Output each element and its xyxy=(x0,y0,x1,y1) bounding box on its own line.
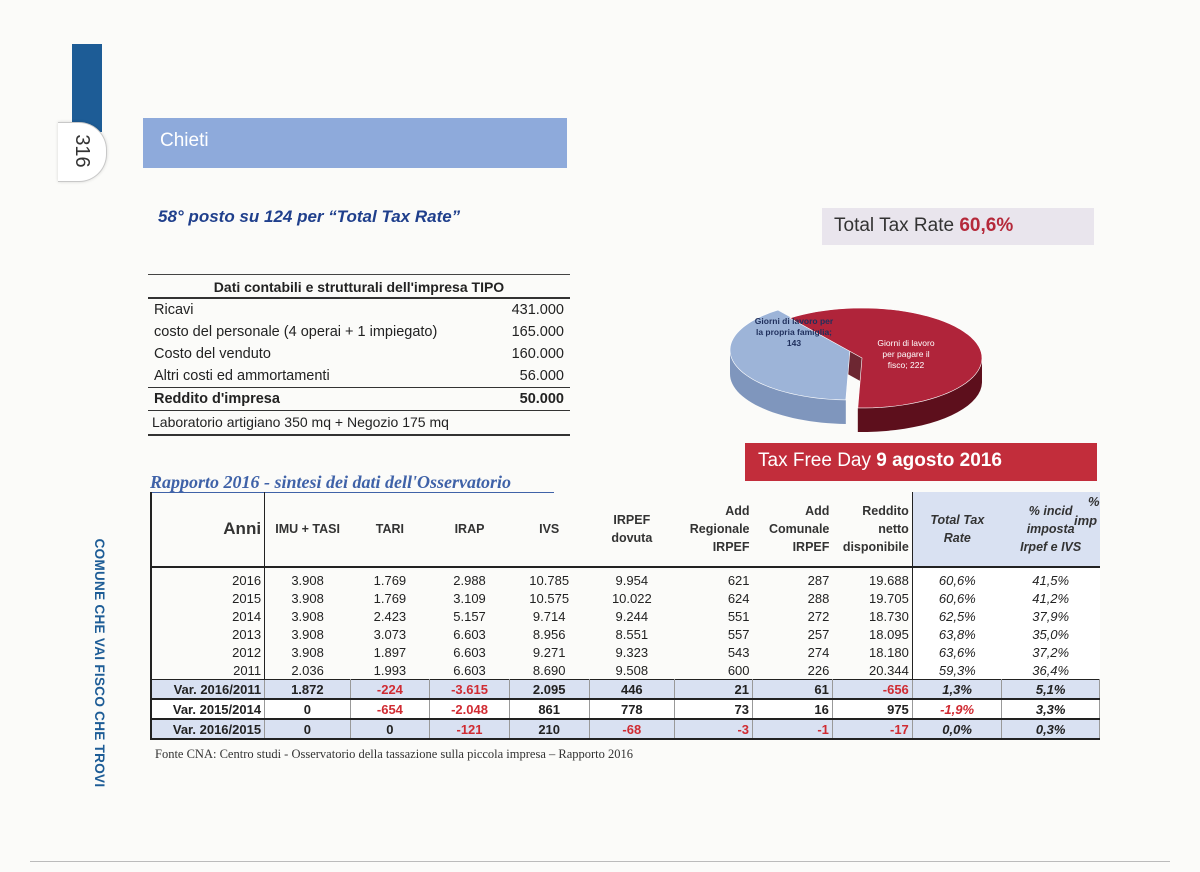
company-data-value: 56.000 xyxy=(519,368,564,384)
company-data-row xyxy=(148,343,570,365)
total-tax-rate-label: Total Tax Rate xyxy=(834,215,955,236)
column-header-line: Comunale xyxy=(768,522,830,536)
year-cell: 2012 xyxy=(151,643,265,661)
value-cell: 19.688 xyxy=(869,572,909,588)
value-cell: 9.714 xyxy=(532,608,566,624)
value-cell: 1,3% xyxy=(912,680,1002,700)
value-cell: 9.271 xyxy=(532,644,566,660)
company-data-table xyxy=(148,274,570,436)
value-cell: 61 xyxy=(753,680,833,700)
company-data-footer: Laboratorio artigiano 350 mq + Negozio 175 mq xyxy=(148,410,570,436)
column-header-line: IRAP xyxy=(454,522,485,536)
value-cell: 37,2% xyxy=(1002,643,1100,661)
column-header-line: Irpef e IVS xyxy=(1020,540,1082,554)
page-bottom-rule xyxy=(30,861,1170,862)
value-cell: 41,5% xyxy=(1002,567,1100,589)
value-cell: -1,9% xyxy=(912,699,1002,719)
cut-header-fragment: imp xyxy=(1074,513,1098,528)
column-header xyxy=(430,492,510,567)
company-data-label: Altri costi ed ammortamenti xyxy=(154,368,330,384)
company-data-value: 165.000 xyxy=(511,324,564,340)
value-cell: 0 xyxy=(265,719,351,739)
year-cell: 2013 xyxy=(151,625,265,643)
value-cell: 37,9% xyxy=(1002,607,1100,625)
value-cell: 446 xyxy=(589,680,675,700)
value-cell: -68 xyxy=(589,719,675,739)
value-cell: 557 xyxy=(727,626,750,642)
company-data-row xyxy=(148,388,570,411)
value-cell: -656 xyxy=(832,680,912,700)
company-data-row xyxy=(148,321,570,343)
year-cell: 2014 xyxy=(151,607,265,625)
column-header xyxy=(589,492,675,567)
column-header-line: netto xyxy=(878,522,909,536)
value-cell: 35,0% xyxy=(1002,625,1100,643)
value-cell: 18.095 xyxy=(869,626,909,642)
pie-slice-label-line: per pagare il xyxy=(882,349,930,359)
value-cell: 59,3% xyxy=(912,661,1002,680)
column-header xyxy=(350,492,430,567)
year-cell: 2011 xyxy=(151,661,265,680)
company-data-row xyxy=(148,365,570,388)
company-data-label: costo del personale (4 operai + 1 impiegato) xyxy=(154,324,438,340)
column-header-line: IRPEF xyxy=(613,513,651,527)
value-cell: 3.109 xyxy=(453,590,486,606)
value-cell: 6.603 xyxy=(453,662,486,678)
value-cell: -3.615 xyxy=(430,680,510,700)
total-tax-rate-value: 60,6% xyxy=(959,215,1014,236)
value-cell: 9.323 xyxy=(615,644,649,660)
value-cell: 0 xyxy=(350,719,430,739)
value-cell: 2.988 xyxy=(453,572,486,588)
pie-slice-label-line: la propria famiglia; xyxy=(755,327,833,337)
value-cell: 287 xyxy=(807,572,830,588)
column-header xyxy=(753,492,833,567)
value-cell: 1.769 xyxy=(373,572,407,588)
column-header-line: Reddito xyxy=(862,504,909,518)
column-header xyxy=(151,492,265,567)
value-cell: 5,1% xyxy=(1002,680,1100,700)
value-cell: 19.705 xyxy=(869,590,909,606)
value-cell: 8.551 xyxy=(615,626,649,642)
value-cell: -2.048 xyxy=(430,699,510,719)
working-days-pie-chart xyxy=(706,296,1006,442)
year-row xyxy=(151,643,1100,661)
column-header xyxy=(912,492,1002,567)
year-cell: 2015 xyxy=(151,589,265,607)
value-cell: -1 xyxy=(753,719,833,739)
column-header-line: Add xyxy=(725,504,750,518)
value-cell: 3.908 xyxy=(291,572,324,588)
column-header-line: disponibile xyxy=(842,540,909,554)
value-cell: 18.730 xyxy=(869,608,909,624)
value-cell: 3.073 xyxy=(373,626,407,642)
value-cell: -654 xyxy=(350,699,430,719)
company-data-label: Ricavi xyxy=(154,302,194,318)
value-cell: 20.344 xyxy=(869,662,909,678)
value-cell: 63,8% xyxy=(912,625,1002,643)
column-header xyxy=(265,492,351,567)
cut-header-fragment: % xyxy=(1088,494,1100,509)
total-tax-rate xyxy=(834,215,1013,237)
year-row xyxy=(151,567,1100,589)
value-cell: 16 xyxy=(753,699,833,719)
column-header xyxy=(675,492,753,567)
company-data-title: Dati contabili e strutturali dell'impresa TIPO xyxy=(148,275,570,299)
value-cell: 1.769 xyxy=(373,590,407,606)
value-cell: 18.180 xyxy=(869,644,909,660)
value-cell: 0,0% xyxy=(912,719,1002,739)
value-cell: 0,3% xyxy=(1002,719,1100,739)
value-cell: 62,5% xyxy=(912,607,1002,625)
column-header-line: IMU + TASI xyxy=(275,522,340,536)
value-cell: 8.690 xyxy=(532,662,566,678)
column-header-line: Total Tax xyxy=(930,513,985,527)
pie-slice-label-line: Giorni di lavoro xyxy=(877,338,935,348)
value-cell: 861 xyxy=(509,699,589,719)
pie-slice-label-line: fisco; 222 xyxy=(887,360,925,370)
company-data-label: Costo del venduto xyxy=(154,346,271,362)
year-cell: 2016 xyxy=(151,567,265,589)
value-cell: 226 xyxy=(807,662,830,678)
value-cell: 2.423 xyxy=(373,608,407,624)
variation-row xyxy=(151,680,1100,700)
value-cell: 2.095 xyxy=(509,680,589,700)
value-cell: 3.908 xyxy=(291,608,324,624)
report-table xyxy=(150,492,1100,740)
value-cell: -3 xyxy=(675,719,753,739)
value-cell: 3.908 xyxy=(291,644,324,660)
column-header-line: imposta xyxy=(1026,522,1075,536)
column-header-line: dovuta xyxy=(611,531,653,545)
value-cell: 60,6% xyxy=(912,589,1002,607)
value-cell: 621 xyxy=(727,572,750,588)
column-header-line: Add xyxy=(805,504,830,518)
column-header xyxy=(832,492,912,567)
value-cell: 6.603 xyxy=(453,644,486,660)
value-cell: 8.956 xyxy=(532,626,566,642)
value-cell: 1.993 xyxy=(373,662,407,678)
company-data-row xyxy=(148,299,570,321)
page-number: 316 xyxy=(71,134,94,168)
value-cell: 624 xyxy=(727,590,750,606)
year-row xyxy=(151,589,1100,607)
variation-row xyxy=(151,719,1100,739)
value-cell: 288 xyxy=(807,590,830,606)
value-cell: 10.575 xyxy=(529,590,570,606)
variation-label: Var. 2016/2015 xyxy=(151,719,265,739)
value-cell: 975 xyxy=(832,699,912,719)
company-data-value: 160.000 xyxy=(511,346,564,362)
variation-label: Var. 2016/2011 xyxy=(151,680,265,700)
value-cell: 0 xyxy=(265,699,351,719)
column-header-line: IRPEF xyxy=(792,540,830,554)
year-row xyxy=(151,607,1100,625)
value-cell: 41,2% xyxy=(1002,589,1100,607)
value-cell: 9.244 xyxy=(615,608,649,624)
tax-free-day xyxy=(758,450,1002,472)
report-title: Rapporto 2016 - sintesi dei dati dell'Osservatorio xyxy=(150,472,512,492)
value-cell: 10.785 xyxy=(529,572,570,588)
value-cell: -121 xyxy=(430,719,510,739)
city-name: Chieti xyxy=(160,130,209,151)
chapter-marker-bar xyxy=(72,44,102,132)
column-header xyxy=(509,492,589,567)
year-row xyxy=(151,625,1100,643)
column-header-line: IRPEF xyxy=(712,540,750,554)
value-cell: 274 xyxy=(807,644,830,660)
column-header-line: Rate xyxy=(943,531,971,545)
column-header-line: TARI xyxy=(375,522,405,536)
value-cell: 1.897 xyxy=(373,644,407,660)
variation-label: Var. 2015/2014 xyxy=(151,699,265,719)
value-cell: 543 xyxy=(727,644,750,660)
column-header-line: Regionale xyxy=(689,522,750,536)
value-cell: 63,6% xyxy=(912,643,1002,661)
column-header-line: IVS xyxy=(539,522,560,536)
value-cell: 600 xyxy=(727,662,750,678)
value-cell: 5.157 xyxy=(453,608,486,624)
source-note: Fonte CNA: Centro studi - Osservatorio della tassazione sulla piccola impresa – Rapporto 2016 xyxy=(155,747,634,761)
pie-slice-label-line: 143 xyxy=(786,338,802,348)
value-cell: 1.872 xyxy=(265,680,351,700)
ranking-heading: 58° posto su 124 per “Total Tax Rate” xyxy=(158,207,461,226)
value-cell: 2.036 xyxy=(291,662,324,678)
value-cell: 6.603 xyxy=(453,626,486,642)
year-row xyxy=(151,661,1100,680)
value-cell: 778 xyxy=(589,699,675,719)
value-cell: 3.908 xyxy=(291,626,324,642)
value-cell: 551 xyxy=(727,608,750,624)
value-cell: 9.508 xyxy=(615,662,649,678)
value-cell: 60,6% xyxy=(912,567,1002,589)
value-cell: 73 xyxy=(675,699,753,719)
company-data-value: 431.000 xyxy=(511,302,564,318)
value-cell: 257 xyxy=(807,626,830,642)
value-cell: 3.908 xyxy=(291,590,324,606)
company-data-label: Reddito d'impresa xyxy=(148,388,494,411)
value-cell: 3,3% xyxy=(1002,699,1100,719)
report-table-container xyxy=(150,492,1100,744)
value-cell: 21 xyxy=(675,680,753,700)
tax-free-day-date: 9 agosto 2016 xyxy=(876,450,1002,471)
pie-slice-label-line: Giorni di lavoro per xyxy=(754,316,834,326)
value-cell: 272 xyxy=(807,608,830,624)
column-header xyxy=(1002,492,1100,567)
column-header-line: Anni xyxy=(223,519,262,538)
value-cell: 10.022 xyxy=(611,590,652,606)
company-data-value: 50.000 xyxy=(494,388,570,411)
value-cell: 36,4% xyxy=(1002,661,1100,680)
value-cell: 9.954 xyxy=(615,572,649,588)
value-cell: -17 xyxy=(832,719,912,739)
value-cell: 210 xyxy=(509,719,589,739)
value-cell: -224 xyxy=(350,680,430,700)
side-caption: COMUNE CHE VAI FISCO CHE TROVI xyxy=(92,538,107,788)
tax-free-day-prefix: Tax Free Day xyxy=(758,450,871,471)
variation-row xyxy=(151,699,1100,719)
column-header-line: % incid xyxy=(1028,504,1073,518)
